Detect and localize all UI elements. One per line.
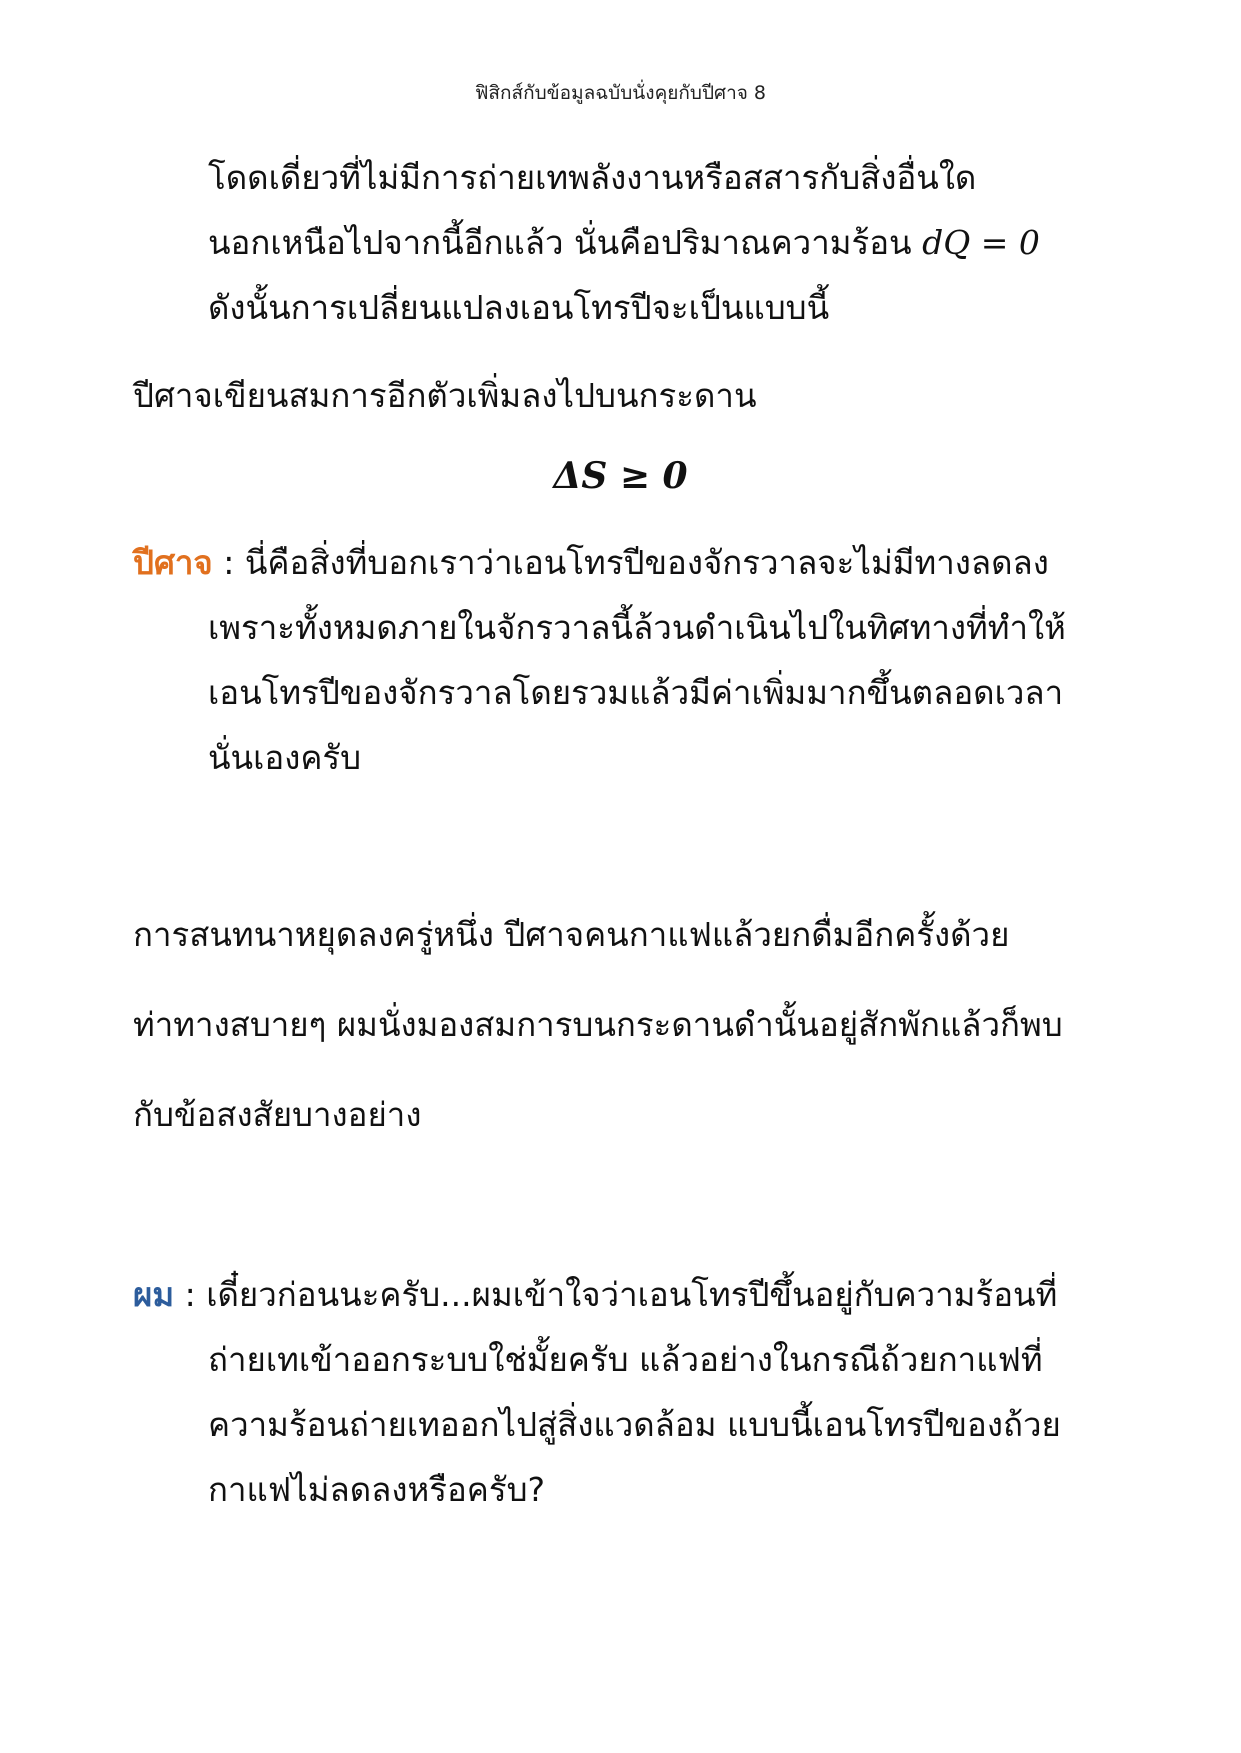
statement-line: ปีศาจเขียนสมการอีกตัวเพิ่มลงไปบนกระดาน bbox=[133, 376, 757, 415]
demon-dialogue-line-1 bbox=[133, 530, 1153, 595]
demon-dialogue-line-2: เพราะทั้งหมดภายในจักรวาลนี้ล้วนดำเนินไปในทิศทางที่ทำให้ bbox=[208, 608, 1066, 647]
demon-dialogue-line-3: เอนโทรปีของจักรวาลโดยรวมแล้วมีค่าเพิ่มมากขึ้นตลอดเวลา bbox=[208, 673, 1064, 712]
entropy-equation: ΔS ≥ 0 bbox=[553, 455, 688, 497]
demon-separator: : bbox=[212, 543, 245, 582]
me-line-1-text: เดี๋ยวก่อนนะครับ...ผมเข้าใจว่าเอนโทรปีขึ้นอยู่กับความร้อนที่ bbox=[206, 1275, 1058, 1314]
my-dialogue-line-2: ถ่ายเทเข้าออกระบบใช่มั้ยครับ แล้วอย่างในกรณีถ้วยกาแฟที่ bbox=[208, 1340, 1043, 1379]
demon-dialogue bbox=[133, 530, 1153, 790]
narration-line-2: ท่าทางสบายๆ ผมนั่งมองสมการบนกระดานดำนั้นอยู่สักพักแล้วก็พบ bbox=[133, 1005, 1063, 1044]
statement-paragraph bbox=[133, 363, 1153, 428]
me-separator: : bbox=[174, 1275, 207, 1314]
narration-line-3: กับข้อสงสัยบางอย่าง bbox=[133, 1095, 422, 1134]
my-dialogue bbox=[133, 1262, 1153, 1522]
my-dialogue-line-4: กาแฟไม่ลดลงหรือครับ? bbox=[208, 1470, 546, 1509]
demon-line-1-text: นี่คือสิ่งที่บอกเราว่าเอนโทรปีของจักรวาลจะไม่มีทางลดลง bbox=[244, 543, 1049, 582]
intro-paragraph bbox=[133, 145, 1153, 340]
intro-line-1: โดดเดี่ยวที่ไม่มีการถ่ายเทพลังงานหรือสสารกับสิ่งอื่นใด bbox=[208, 158, 977, 197]
intro-line-2 bbox=[133, 210, 1153, 275]
me-speaker-label: ผม bbox=[133, 1275, 175, 1314]
page-header: ฟิสิกส์กับข้อมูลฉบับนั่งคุยกับปีศาจ 8 bbox=[474, 82, 767, 104]
my-dialogue-line-3: ความร้อนถ่ายเทออกไปสู่สิ่งแวดล้อม แบบนี้เอนโทรปีของถ้วย bbox=[208, 1405, 1061, 1444]
heat-equation: dQ = 0 bbox=[922, 223, 1040, 262]
narration-line-1: การสนทนาหยุดลงครู่หนึ่ง ปีศาจคนกาแฟแล้วยกดื่มอีกครั้งด้วย bbox=[133, 915, 1010, 954]
demon-speaker-label: ปีศาจ bbox=[133, 543, 213, 582]
intro-line-3: ดังนั้นการเปลี่ยนแปลงเอนโทรปีจะเป็นแบบนี้ bbox=[208, 288, 830, 327]
narration-paragraph bbox=[133, 890, 1153, 1160]
intro-line-2-text: นอกเหนือไปจากนี้อีกแล้ว นั่นคือปริมาณความร้อน bbox=[208, 223, 923, 262]
demon-dialogue-line-4: นั่นเองครับ bbox=[208, 738, 362, 777]
my-dialogue-line-1 bbox=[133, 1262, 1153, 1327]
